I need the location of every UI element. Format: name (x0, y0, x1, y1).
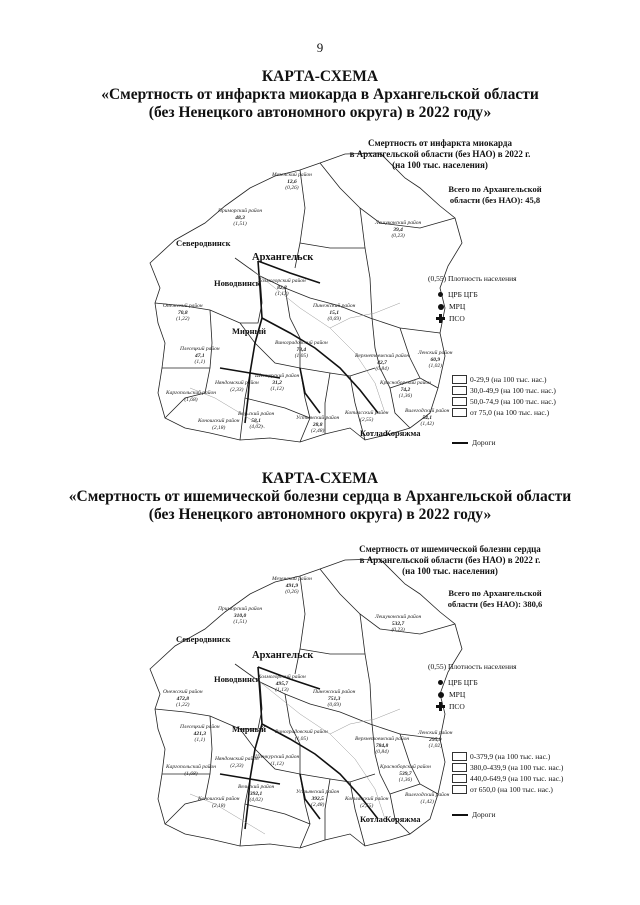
region-value: 82,8 (277, 284, 287, 291)
map2-region-vilegodsky (405, 792, 449, 805)
map2-total-line2: области (без НАО): 380,6 (447, 599, 543, 609)
region-name: Ленский район (418, 350, 453, 356)
map1-symbol-mrc (438, 302, 465, 311)
map1-city-mirny: Мирный (232, 326, 267, 336)
map2-region-plesetsky (180, 724, 220, 744)
region-density: (1,02) (428, 363, 442, 369)
map1-symbol-pso (436, 314, 465, 323)
map1-density-legend: (0,55) Плотность населения (428, 274, 517, 283)
map1-region-vilegodsky (405, 408, 449, 428)
map1-roads-legend (452, 438, 495, 447)
region-name: Лешуконский район (375, 220, 422, 226)
legend-swatch (452, 752, 467, 761)
region-name: Коношский район (198, 796, 240, 802)
map1-roads-label: Дороги (472, 438, 496, 447)
region-name: Виноградовский район (275, 340, 328, 346)
map1-legend-title-line1: Смертность от инфаркта миокарда (368, 138, 512, 148)
region-density: (1,02) (428, 743, 442, 749)
map2-region-ustyansky (296, 789, 339, 809)
map1-city-novodvinsk: Новодвинск (214, 278, 261, 288)
region-name: Шенкурский район (255, 754, 300, 760)
map1-region-plesetsky (180, 346, 220, 366)
region-name: Каргопольский район (166, 764, 216, 770)
region-density: (1,1) (194, 359, 206, 365)
map2-symbol-mrc (438, 690, 465, 699)
crb-dot-icon (438, 292, 443, 297)
map1-legend-row-4 (452, 408, 549, 417)
map1-symbol-mrc-label: МРЦ (449, 302, 466, 311)
region-value: 74,2 (400, 386, 411, 393)
region-density: (0,69) (327, 316, 341, 322)
map2-region-vinogradovsky (275, 729, 328, 742)
map2-legend-row-3 (452, 774, 563, 783)
region-value: 539,7 (399, 770, 412, 777)
map2-region-kargopolsky (166, 764, 216, 777)
region-value: 60,9 (430, 356, 441, 363)
map2-symbol-crb-label: ЦРБ ЦГБ (448, 678, 478, 687)
region-value: 532,7 (391, 620, 405, 627)
map2-legend-title (340, 544, 560, 577)
map1-region-verkhnetoemsky (355, 353, 409, 373)
region-value: 392,5 (311, 795, 324, 802)
map2-total-line1: Всего по Архангельской (448, 588, 542, 598)
map1-region-nyandomsky (215, 380, 259, 393)
map2-region-kotlassky (345, 796, 388, 809)
region-density: (1,36) (398, 393, 413, 399)
map2-legend-label-3: 440,0-649,9 (на 100 тыс. нас.) (470, 774, 564, 783)
road-line-icon (452, 814, 468, 816)
map1-region-leshukonsky (375, 220, 421, 240)
region-name: Вельский район (238, 411, 275, 417)
region-value: 48,3 (235, 214, 245, 221)
map2-city-severodvinsk: Северодвинск (176, 634, 231, 644)
region-density: (2,33) (230, 386, 244, 393)
region-value: 421,3 (193, 730, 206, 737)
map1-figure (0, 128, 640, 448)
map2-region-leshukonsky (375, 614, 421, 634)
map2-figure (0, 534, 640, 864)
map2-city-arkhangelsk: Архангельск (252, 650, 314, 661)
region-name: Холмогорский район (258, 278, 306, 284)
region-density: (2,55) (360, 802, 374, 809)
region-value: 58,1 (251, 417, 261, 424)
region-density: (2,48) (310, 428, 325, 434)
page-number: 9 (316, 40, 324, 55)
region-density: (1,42) (420, 421, 434, 427)
map2-symbol-mrc-label: МРЦ (449, 690, 466, 699)
region-name: Вилегодский район (405, 408, 450, 414)
region-name: Каргопольский район (166, 390, 216, 396)
map2-heading-line2: «Смертность от ишемической болезни сердца в Архангельской области (68, 488, 572, 505)
region-name: Холмогорский район (258, 674, 306, 680)
region-name: Мезенский район (272, 172, 312, 178)
region-density: (2,18) (212, 424, 226, 431)
map1-city-kotlas: Котлас (360, 428, 387, 438)
region-density: (4,02) (249, 424, 263, 430)
region-name: Мезенский район (272, 576, 312, 582)
region-density: (1,68) (184, 770, 198, 777)
map2-legend-label-2: 380,0-439,9 (на 100 тыс. нас.) (470, 763, 564, 772)
road-line-icon (452, 442, 468, 444)
map2-heading-line3: (без Ненецкого автономного округа) в 2022 году» (148, 506, 492, 523)
region-name: Красноборский район (380, 380, 431, 386)
region-name: Лешуконский район (375, 614, 422, 620)
map2-legend-row-4 (452, 785, 553, 794)
map1-symbol-crb (438, 290, 478, 299)
region-name: Приморский район (218, 606, 263, 612)
map2-legend-title-line3: (на 100 тыс. населения) (402, 566, 498, 576)
legend-swatch (452, 785, 467, 794)
map1-region-konoshsky (198, 418, 239, 431)
region-density: (0,26) (285, 589, 299, 595)
region-density: (2,33) (230, 762, 244, 769)
region-name: Вельский район (238, 784, 275, 790)
map1-region-ustyansky (296, 415, 339, 435)
map2-region-lensky (418, 730, 453, 750)
mrc-dot-icon (438, 692, 444, 698)
legend-swatch (452, 386, 467, 395)
map1-total-line2: области (без НАО): 45,8 (449, 195, 541, 205)
region-value: 751,3 (327, 695, 341, 702)
map2-region-konoshsky (198, 796, 239, 809)
map1-region-kargopolsky (166, 390, 216, 403)
map2-symbol-crb (438, 678, 478, 687)
region-density: (2,55) (360, 416, 374, 423)
map2-roads-legend (452, 810, 495, 819)
map1-city-severodvinsk: Северодвинск (176, 238, 231, 248)
map1-region-velsky (238, 411, 274, 431)
region-density: (0,26) (285, 185, 299, 191)
region-density: (1,05) (294, 353, 308, 359)
map2-density-legend: (0,55) Плотность населения (428, 662, 517, 671)
region-density: (2,18) (212, 802, 226, 809)
region-name: Верхнетоемский район (355, 736, 410, 742)
map1-region-primorsky (218, 208, 262, 228)
region-name: Котласский район (345, 410, 389, 416)
map1-symbol-crb-label: ЦРБ ЦГБ (448, 290, 478, 299)
map2-legend-row-2 (452, 763, 563, 772)
region-name: Онежский район (163, 689, 203, 695)
map2-legend-title-line2: в Архангельской области (без НАО) в 2022 г. (359, 555, 541, 565)
map1-total (430, 184, 560, 206)
region-value: 15,1 (329, 309, 339, 316)
map1-heading (0, 68, 640, 122)
region-value: 295,9 (429, 736, 442, 743)
map2-region-krasnoborsky (380, 764, 431, 784)
map1-legend-title (330, 138, 550, 171)
region-value: 70,8 (177, 309, 188, 316)
legend-swatch (452, 763, 467, 772)
region-name: Пинежский район (313, 303, 356, 309)
region-density: (0,23) (391, 233, 405, 239)
region-density: (1,36) (398, 777, 413, 783)
region-density: (0,69) (327, 702, 341, 708)
region-name: Плесецкий район (180, 724, 220, 730)
map1-city-arkhangelsk: Архангельск (252, 252, 314, 263)
mrc-dot-icon (438, 304, 444, 310)
map2-region-velsky (238, 784, 274, 804)
map1-legend-label-1: 0-29,9 (на 100 тыс. нас.) (470, 375, 547, 384)
map2-city-novodvinsk: Новодвинск (214, 674, 261, 684)
map2-legend-row-1 (452, 752, 550, 761)
map1-region-pinezhsky (313, 303, 355, 323)
pso-cross-icon (436, 314, 445, 323)
region-name: Красноборский район (380, 764, 431, 770)
crb-dot-icon (438, 680, 443, 685)
region-density: (1,12) (270, 386, 284, 392)
map1-region-krasnoborsky (380, 380, 431, 400)
region-value: 12,6 (287, 178, 297, 185)
region-name: Приморский район (218, 208, 263, 214)
region-name: Няндомский район (215, 380, 259, 386)
region-name: Устьянский район (296, 789, 340, 795)
map2-heading-line1: КАРТА-СХЕМА (261, 470, 379, 487)
map1-heading-line2: «Смертность от инфаркта миокарда в Архангельской области (101, 86, 539, 103)
region-density: (1,42) (420, 798, 434, 805)
region-name: Устьянский район (296, 415, 340, 421)
map2-legend-label-1: 0-379,9 (на 100 тыс. нас.) (470, 752, 551, 761)
region-density: (0,84) (375, 749, 389, 755)
map2-legend-title-line1: Смертность от ишемической болезни сердца (359, 544, 541, 554)
map2-roads-label: Дороги (472, 810, 496, 819)
map2-region-mezen (272, 576, 312, 596)
map2-symbol-pso-label: ПСО (449, 702, 465, 711)
region-name: Плесецкий район (180, 346, 220, 352)
region-density: (1,51) (233, 221, 247, 227)
region-density: (1,13) (275, 291, 289, 297)
map1-region-kotlassky (345, 410, 388, 423)
map1-region-onezhsky (163, 303, 203, 323)
region-value: 42,7 (377, 359, 387, 366)
region-density: (4,02) (249, 797, 263, 803)
map2-legend-label-4: от 650,0 (на 100 тыс. нас.) (470, 785, 553, 794)
map2-city-mirny: Мирный (232, 724, 267, 734)
region-name: Няндомский район (215, 756, 259, 762)
map2-region-primorsky (218, 606, 262, 626)
map1-region-shenkursky (255, 373, 299, 393)
region-density: (1,22) (176, 316, 190, 322)
region-value: 784,8 (375, 742, 389, 749)
map1-region-lensky (418, 350, 453, 370)
region-name: Коношский район (198, 418, 240, 424)
map2-heading (0, 470, 640, 524)
legend-swatch (452, 408, 467, 417)
map1-legend-row-3 (452, 397, 556, 406)
map1-legend-row-1 (452, 375, 547, 384)
region-value: 28,8 (312, 421, 323, 428)
region-density: (1,05) (294, 735, 308, 742)
map1-legend-label-2: 30,0-49,9 (на 100 тыс. нас.) (470, 386, 556, 395)
region-value: 54,1 (422, 414, 432, 421)
region-value: 47,1 (195, 352, 205, 359)
region-density: (1,22) (176, 702, 190, 708)
region-name: Шенкурский район (255, 373, 300, 379)
region-value: 39,4 (393, 226, 403, 233)
region-name: Котласский район (345, 796, 389, 802)
region-density: (0,84) (375, 366, 389, 372)
legend-swatch (452, 397, 467, 406)
region-value: 491,9 (285, 582, 299, 589)
map1-legend-label-4: от 75,0 (на 100 тыс. нас.) (470, 408, 550, 417)
region-value: 310,0 (233, 612, 247, 619)
region-name: Верхнетоемский район (355, 353, 410, 359)
map2-total (430, 588, 560, 610)
map1-legend-title-line2: в Архангельской области (без НАО) в 2022 г. (349, 149, 531, 159)
map1-symbol-pso-label: ПСО (449, 314, 465, 323)
map2-region-onezhsky (163, 689, 203, 709)
legend-swatch (452, 375, 467, 384)
region-density: (0,23) (391, 627, 405, 633)
map2-city-kotlas: Котлас (360, 814, 387, 824)
region-value: 495,7 (275, 680, 289, 687)
map1-legend-row-2 (452, 386, 556, 395)
map2-region-kholmogorsky (258, 674, 306, 694)
map1-legend-label-3: 50,0-74,9 (на 100 тыс. нас.) (470, 397, 556, 406)
region-density: (2,48) (310, 802, 325, 808)
map1-legend-title-line3: (на 100 тыс. населения) (392, 160, 488, 170)
region-value: 31,2 (272, 379, 282, 386)
region-name: Онежский район (163, 303, 203, 309)
map2-city-koryazhma: Коряжма (385, 814, 421, 824)
region-density: (1,1) (194, 737, 206, 743)
map1-total-line1: Всего по Архангельской (448, 184, 542, 194)
region-value: 78,4 (296, 346, 307, 353)
map2-symbol-pso (436, 702, 465, 711)
map1-city-koryazhma: Коряжма (385, 428, 421, 438)
map1-region-vinogradovsky (275, 340, 328, 360)
map2-region-pinezhsky (313, 689, 355, 709)
map1-region-kholmogorsky (258, 278, 306, 298)
region-name: Пинежский район (313, 689, 356, 695)
region-density: (1,51) (233, 619, 247, 625)
region-value: 392,1 (249, 790, 263, 797)
legend-swatch (452, 774, 467, 783)
region-density: (1,13) (275, 687, 289, 693)
region-density: (1,68) (184, 396, 198, 403)
region-name: Ленский район (418, 730, 453, 736)
region-value: 472,8 (176, 695, 189, 702)
map1-region-mezen (272, 172, 312, 192)
region-density: (1,12) (270, 760, 284, 767)
map2-region-verkhnetoemsky (355, 736, 409, 756)
region-name: Вилегодский район (405, 792, 450, 798)
map2-region-shenkursky (255, 754, 299, 767)
map1-heading-line3: (без Ненецкого автономного округа) в 2022 году» (148, 104, 492, 121)
pso-cross-icon (436, 702, 445, 711)
map1-heading-line1: КАРТА-СХЕМА (261, 68, 379, 85)
region-name: Виноградовский район (275, 729, 328, 735)
map2-region-nyandomsky (215, 756, 259, 769)
